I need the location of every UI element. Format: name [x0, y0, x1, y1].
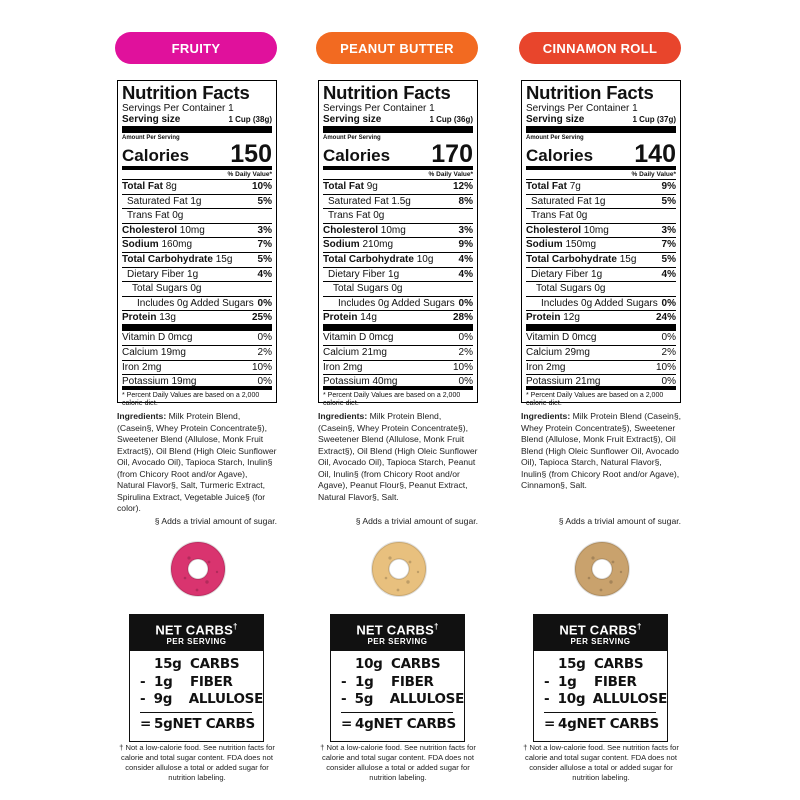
daily-value-header: % Daily Value*	[526, 170, 676, 180]
low-calorie-disclaimer: † Not a low-calorie food. See nutrition facts for calorie and total sugar content. FDA does not consider allulose a total or added sugar for nutrition labeling.	[119, 743, 275, 782]
calories-row	[323, 142, 473, 170]
servings-per-container: Servings Per Container 1	[122, 103, 234, 114]
nutrient-amount: 12g	[563, 312, 580, 324]
nutrient-name: Saturated Fat	[328, 195, 389, 207]
serving-size-value: 1 Cup (37g)	[632, 115, 676, 124]
nutrient-name: Protein	[122, 312, 157, 324]
nutrient-amount: 0g	[391, 283, 403, 295]
nutrient-amount: 0g	[172, 210, 184, 222]
nutrient-daily-value: 4%	[458, 268, 473, 280]
nutrient-amount: 21mg	[575, 376, 601, 388]
product-column-cinnamon-roll	[521, 0, 681, 800]
nutrient-amount: 1g	[594, 195, 606, 207]
nutrient-name: Dietary Fiber	[328, 268, 386, 280]
flavor-pill: PEANUT BUTTER	[316, 32, 478, 64]
nutrient-daily-value: 24%	[655, 312, 676, 324]
nutrient-row	[323, 331, 473, 346]
nutrient-name: Includes 0g Added Sugars	[541, 297, 658, 309]
nutrient-amount: 15g	[215, 253, 233, 265]
nutrient-daily-value: 2%	[458, 346, 473, 358]
nutrient-row	[323, 268, 473, 283]
net-carbs-line-fiber: - 1g FIBER	[544, 673, 637, 690]
nutrient-name: Sodium	[526, 239, 563, 251]
nutrient-row	[526, 253, 676, 268]
net-carbs-line-allulose: - 5g ALLULOSE	[341, 691, 464, 707]
nutrient-amount: 210mg	[362, 239, 394, 251]
nutrient-amount: 19mg	[160, 346, 186, 358]
nutrient-name: Cholesterol	[526, 224, 582, 236]
nutrient-amount: 1.5g	[391, 195, 411, 207]
net-carbs-title: NET CARBS†	[559, 622, 642, 638]
nutrient-name: Dietary Fiber	[127, 268, 185, 280]
nutrient-name: Total Carbohydrate	[323, 253, 414, 265]
nutrient-rows	[526, 180, 676, 390]
nutrient-name: Cholesterol	[323, 224, 379, 236]
nutrient-daily-value: 0%	[257, 376, 272, 388]
nutrient-amount: 15g	[619, 253, 637, 265]
nutrient-amount: 10mg	[583, 224, 609, 236]
nutrient-amount: 14g	[360, 312, 377, 324]
serving-size-label: Serving size	[526, 114, 585, 125]
daily-value-footnote: * Percent Daily Values are based on a 2,000 calorie diet.	[323, 391, 461, 407]
net-carbs-total: = 4g NET CARBS	[544, 715, 659, 732]
nutrient-row	[122, 238, 272, 253]
ingredients-label: Ingredients:	[117, 411, 167, 421]
sugar-footnote: § Adds a trivial amount of sugar.	[355, 516, 478, 526]
nutrient-daily-value: 4%	[661, 268, 676, 280]
nutrient-row	[526, 331, 676, 346]
nutrient-row	[526, 361, 676, 376]
nutrient-amount: 0g	[190, 283, 202, 295]
nutrient-row	[323, 224, 473, 239]
ingredients-text	[521, 411, 681, 492]
net-carbs-box	[330, 614, 465, 742]
nutrient-row	[526, 375, 676, 390]
nutrient-daily-value: 9%	[661, 181, 676, 192]
nutrient-amount: 1g	[190, 195, 202, 207]
low-calorie-disclaimer: † Not a low-calorie food. See nutrition facts for calorie and total sugar content. FDA does not consider allulose a total or added sugar for nutrition labeling.	[320, 743, 476, 782]
nutrient-daily-value: 10%	[655, 361, 676, 373]
daily-value-footnote: * Percent Daily Values are based on a 2,000 calorie diet.	[526, 391, 664, 407]
cereal-ring-image	[571, 538, 633, 600]
nutrition-facts-title: Nutrition Facts	[323, 82, 451, 103]
serving-size-row	[323, 114, 473, 133]
ingredients-text	[117, 411, 277, 515]
nutrient-amount: 8g	[165, 181, 177, 192]
nutrient-amount: 13g	[159, 312, 176, 324]
nutrient-row	[526, 346, 676, 361]
daily-value-header: % Daily Value*	[122, 170, 272, 180]
nutrient-name: Total Carbohydrate	[526, 253, 617, 265]
nutrient-name: Iron	[323, 361, 341, 373]
nutrient-daily-value: 4%	[257, 268, 272, 280]
net-carbs-title: NET CARBS†	[155, 622, 238, 638]
net-carbs-title: NET CARBS†	[356, 622, 439, 638]
net-carbs-subtitle: PER SERVING	[166, 637, 227, 647]
nutrient-name: Total Sugars	[536, 283, 592, 295]
nutrient-amount: 7g	[569, 181, 581, 192]
nutrient-name: Potassium	[323, 376, 370, 388]
nutrient-name: Total Fat	[526, 181, 567, 192]
calories-label: Calories	[122, 146, 190, 165]
cereal-ring-image	[167, 538, 229, 600]
nutrition-facts-label	[318, 80, 478, 407]
nutrient-row	[526, 195, 676, 210]
nutrient-name: Total Sugars	[132, 283, 188, 295]
nutrient-row	[323, 375, 473, 390]
nutrient-daily-value: 7%	[661, 239, 676, 251]
nutrient-row	[122, 375, 272, 390]
nutrient-daily-value: 10%	[251, 181, 272, 192]
nutrient-row	[526, 209, 676, 224]
calories-value: 140	[634, 140, 676, 168]
nutrient-amount: 10g	[416, 253, 434, 265]
nutrient-rows	[323, 180, 473, 390]
ingredients-list: Milk Protein Blend, (Casein§, Whey Protein Concentrate§), Sweetener Blend (Allulose, Monk Fruit Extract§), Oil Blend (High Oleic Sunflower Oil, Avocado Oil), Tapioca Starch, Peanut Oil, Inulin§ (from Chicory Root and/or Agave), Peanut Flour§, Peanut Extract, Natural Flavor§, Salt.	[318, 411, 478, 502]
nutrition-facts-label	[117, 80, 277, 407]
nutrient-daily-value: 5%	[257, 253, 272, 265]
nutrient-amount: 0mcg	[167, 332, 193, 344]
nutrient-daily-value: 2%	[661, 346, 676, 358]
nutrient-row	[526, 238, 676, 253]
nutrient-daily-value: 5%	[661, 253, 676, 265]
nutrient-name: Potassium	[122, 376, 169, 388]
nutrient-daily-value: 2%	[257, 346, 272, 358]
nutrient-row	[122, 224, 272, 239]
nutrition-facts-title: Nutrition Facts	[526, 82, 654, 103]
serving-size-row	[122, 114, 272, 133]
nutrient-row	[323, 282, 473, 297]
nutrient-name: Total Fat	[122, 181, 163, 192]
nutrient-daily-value: 10%	[251, 361, 272, 373]
nutrient-amount: 1g	[388, 268, 400, 280]
nutrient-name: Includes 0g Added Sugars	[338, 297, 455, 309]
nutrient-row	[122, 361, 272, 376]
serving-size-value: 1 Cup (38g)	[228, 115, 272, 124]
amount-per-serving: Amount Per Serving	[526, 135, 584, 141]
nutrient-amount: 2mg	[546, 361, 566, 373]
net-carbs-header	[331, 615, 464, 651]
nutrient-name: Potassium	[526, 376, 573, 388]
net-carbs-subtitle: PER SERVING	[570, 637, 631, 647]
nutrient-row	[122, 180, 272, 195]
nutrient-row	[323, 209, 473, 224]
calories-value: 170	[431, 140, 473, 168]
nutrition-facts-label	[521, 80, 681, 407]
nutrient-amount: 10mg	[179, 224, 205, 236]
nutrient-amount: 9g	[366, 181, 378, 192]
nutrient-amount: 19mg	[171, 376, 197, 388]
nutrient-row	[526, 180, 676, 195]
nutrient-row	[323, 361, 473, 376]
nutrient-row	[122, 346, 272, 361]
nutrient-name: Vitamin D	[122, 332, 166, 344]
nutrient-daily-value: 0%	[458, 332, 473, 344]
net-carbs-line-carbs: 15g CARBS	[154, 656, 240, 672]
calories-label: Calories	[526, 146, 594, 165]
nutrient-amount: 0mcg	[368, 332, 394, 344]
net-carbs-total: = 4g NET CARBS	[341, 715, 456, 732]
nutrient-daily-value: 5%	[661, 195, 676, 207]
nutrient-name: Saturated Fat	[127, 195, 188, 207]
nutrient-name: Trans Fat	[531, 210, 574, 222]
nutrient-daily-value: 0%	[661, 376, 676, 388]
nutrient-name: Total Sugars	[333, 283, 389, 295]
nutrient-row	[323, 297, 473, 312]
nutrient-amount: 160mg	[161, 239, 193, 251]
nutrient-amount: 1g	[187, 268, 199, 280]
nutrient-daily-value: 10%	[452, 361, 473, 373]
nutrient-row	[526, 282, 676, 297]
nutrient-name: Total Fat	[323, 181, 364, 192]
nutrient-amount: 0mcg	[571, 332, 597, 344]
nutrient-name: Trans Fat	[127, 210, 170, 222]
calories-row	[526, 142, 676, 170]
nutrient-name: Dietary Fiber	[531, 268, 589, 280]
nutrient-row	[323, 195, 473, 210]
flavor-pill: FRUITY	[115, 32, 277, 64]
nutrient-row	[526, 224, 676, 239]
nutrient-amount: 2mg	[343, 361, 363, 373]
net-carbs-line-carbs: 10g CARBS	[355, 656, 441, 672]
nutrient-row	[122, 297, 272, 312]
nutrient-daily-value: 8%	[458, 195, 473, 207]
cereal-ring-image	[368, 538, 430, 600]
nutrient-name: Vitamin D	[323, 332, 367, 344]
nutrient-amount: 0g	[373, 210, 385, 222]
net-carbs-subtitle: PER SERVING	[367, 637, 428, 647]
nutrient-amount: 0g	[576, 210, 588, 222]
nutrient-row	[122, 282, 272, 297]
nutrient-row	[526, 297, 676, 312]
net-carbs-box	[533, 614, 668, 742]
nutrient-row	[323, 180, 473, 195]
net-carbs-divider	[140, 712, 252, 713]
nutrient-name: Calcium	[526, 346, 563, 358]
nutrient-row	[122, 311, 272, 331]
nutrient-name: Includes 0g Added Sugars	[137, 297, 254, 309]
nutrient-name: Protein	[526, 312, 561, 324]
net-carbs-math	[331, 651, 464, 733]
calories-value: 150	[230, 140, 272, 168]
nutrient-row	[122, 331, 272, 346]
serving-size-value: 1 Cup (36g)	[429, 115, 473, 124]
net-carbs-line-fiber: - 1g FIBER	[140, 673, 233, 690]
nutrient-daily-value: 3%	[458, 224, 473, 236]
nutrient-amount: 0g	[594, 283, 606, 295]
nutrient-daily-value: 7%	[257, 239, 272, 251]
nutrient-amount: 29mg	[564, 346, 590, 358]
sugar-footnote: § Adds a trivial amount of sugar.	[154, 516, 277, 526]
nutrient-name: Calcium	[122, 346, 159, 358]
net-carbs-divider	[341, 712, 453, 713]
nutrient-row	[323, 253, 473, 268]
net-carbs-header	[534, 615, 667, 651]
nutrient-daily-value: 3%	[257, 224, 272, 236]
nutrient-name: Protein	[323, 312, 358, 324]
nutrient-name: Calcium	[323, 346, 360, 358]
nutrient-rows	[122, 180, 272, 390]
nutrient-daily-value: 5%	[257, 195, 272, 207]
serving-size-label: Serving size	[122, 114, 181, 125]
net-carbs-line-carbs: 15g CARBS	[558, 656, 644, 672]
nutrient-daily-value: 28%	[452, 312, 473, 324]
nutrient-amount: 1g	[591, 268, 603, 280]
ingredients-label: Ingredients:	[318, 411, 368, 421]
serving-size-label: Serving size	[323, 114, 382, 125]
net-carbs-line-fiber: - 1g FIBER	[341, 673, 434, 690]
nutrient-name: Iron	[122, 361, 140, 373]
nutrient-row	[122, 195, 272, 210]
nutrient-amount: 150mg	[565, 239, 597, 251]
daily-value-header: % Daily Value*	[323, 170, 473, 180]
calories-label: Calories	[323, 146, 391, 165]
net-carbs-line-allulose: - 9g ALLULOSE	[140, 691, 263, 707]
nutrient-amount: 2mg	[142, 361, 162, 373]
nutrient-daily-value: 0%	[458, 297, 473, 309]
nutrition-facts-title: Nutrition Facts	[122, 82, 250, 103]
nutrient-name: Sodium	[323, 239, 360, 251]
net-carbs-total: = 5g NET CARBS	[140, 715, 255, 732]
ingredients-label: Ingredients:	[521, 411, 571, 421]
net-carbs-math	[130, 651, 263, 733]
net-carbs-box	[129, 614, 264, 742]
nutrient-name: Sodium	[122, 239, 159, 251]
product-column-peanut-butter	[318, 0, 478, 800]
daily-value-footnote: * Percent Daily Values are based on a 2,000 calorie diet.	[122, 391, 260, 407]
nutrient-name: Total Carbohydrate	[122, 253, 213, 265]
net-carbs-math	[534, 651, 667, 733]
ingredients-list: Milk Protein Blend (Casein§, Whey Protein Concentrate§), Sweetener Blend (Allulose, Monk Fruit Extract§), Oil Blend (High Oleic Sunflower Oil, Avocado Oil), Tapioca Starch, Natural Flavor§, Inulin§ (from Chicory Root and/or Agave), Cinnamon§, Salt.	[521, 411, 682, 490]
calories-row	[122, 142, 272, 170]
amount-per-serving: Amount Per Serving	[122, 135, 180, 141]
net-carbs-header	[130, 615, 263, 651]
nutrient-daily-value: 0%	[661, 332, 676, 344]
low-calorie-disclaimer: † Not a low-calorie food. See nutrition facts for calorie and total sugar content. FDA does not consider allulose a total or added sugar for nutrition labeling.	[523, 743, 679, 782]
nutrient-name: Saturated Fat	[531, 195, 592, 207]
product-column-fruity	[117, 0, 277, 800]
nutrient-name: Iron	[526, 361, 544, 373]
ingredients-list: Milk Protein Blend, (Casein§, Whey Protein Concentrate§), Sweetener Blend (Allulose, Monk Fruit Extract§), Oil Blend (High Oleic Sunflower Oil, Avocado Oil), Tapioca Starch, Inulin§ (from Chicory Root and/or Agave), Natural Flavor§, Salt, Turmeric Extract, Spirulina Extract, Vegetable Juice§ (for color).	[117, 411, 277, 513]
servings-per-container: Servings Per Container 1	[323, 103, 435, 114]
nutrient-daily-value: 0%	[257, 332, 272, 344]
servings-per-container: Servings Per Container 1	[526, 103, 638, 114]
nutrient-row	[526, 311, 676, 331]
nutrient-daily-value: 0%	[661, 297, 676, 309]
nutrient-daily-value: 3%	[661, 224, 676, 236]
net-carbs-divider	[544, 712, 656, 713]
nutrient-row	[323, 346, 473, 361]
nutrient-name: Trans Fat	[328, 210, 371, 222]
serving-size-row	[526, 114, 676, 133]
amount-per-serving: Amount Per Serving	[323, 135, 381, 141]
nutrient-amount: 40mg	[372, 376, 398, 388]
nutrient-row	[122, 253, 272, 268]
nutrient-row	[323, 238, 473, 253]
ingredients-text	[318, 411, 478, 503]
nutrient-name: Vitamin D	[526, 332, 570, 344]
nutrient-row	[323, 311, 473, 331]
nutrient-name: Cholesterol	[122, 224, 178, 236]
nutrient-row	[122, 268, 272, 283]
sugar-footnote: § Adds a trivial amount of sugar.	[558, 516, 681, 526]
nutrient-daily-value: 0%	[257, 297, 272, 309]
flavor-pill: CINNAMON ROLL	[519, 32, 681, 64]
nutrient-daily-value: 25%	[251, 312, 272, 324]
nutrient-amount: 10mg	[380, 224, 406, 236]
nutrient-daily-value: 9%	[458, 239, 473, 251]
nutrient-amount: 21mg	[361, 346, 387, 358]
nutrient-daily-value: 12%	[452, 181, 473, 192]
nutrient-row	[526, 268, 676, 283]
nutrient-daily-value: 0%	[458, 376, 473, 388]
net-carbs-line-allulose: - 10g ALLULOSE	[544, 691, 667, 707]
nutrient-daily-value: 4%	[458, 253, 473, 265]
nutrient-row	[122, 209, 272, 224]
